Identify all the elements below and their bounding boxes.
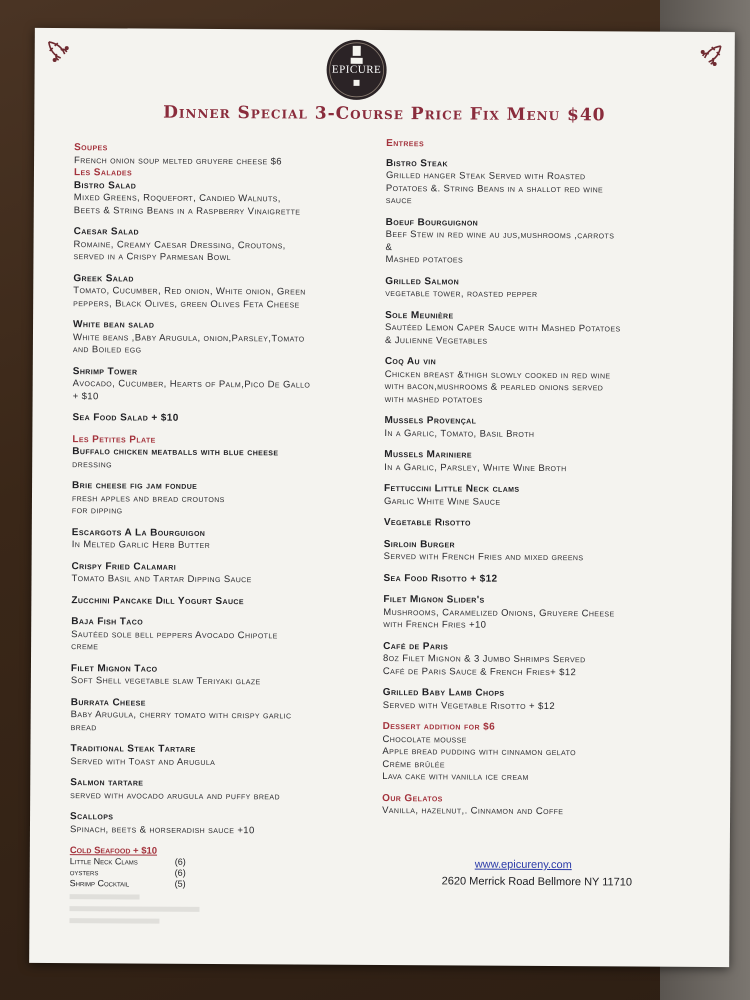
menu-item (383, 641, 703, 680)
menu-item (385, 217, 705, 269)
petites-list (70, 446, 372, 838)
menu-item (71, 697, 371, 736)
menu-item-name: Filet Mignon Taco (70, 662, 158, 675)
entrees-list (383, 158, 706, 714)
menu-item (70, 811, 370, 838)
menu-item-name: Sea Food Risotto + $12 (383, 572, 498, 585)
menu-item-desc: Garlic White Wine Sauce (383, 495, 501, 508)
cold-seafood-row (70, 878, 370, 891)
menu-item-desc: Beef Stew in red wine au jus,mushrooms ,carrots & Mashed potatoes (385, 229, 615, 266)
menu-item-desc: Soft Shell vegetable slaw Teriyaki glaze (70, 675, 261, 688)
section-title-petites: Les Petites Plate (72, 433, 156, 446)
menu-item-name: Sirloin Burger (383, 538, 456, 550)
menu-item-desc: fresh apples and bread croutons for dipping (71, 492, 225, 517)
menu-item (385, 310, 705, 349)
menu-item (70, 743, 370, 770)
menu-item-desc: Tomato, Cucumber, Red onion, White onion, Green peppers, Black Olives, green Olives Feta Cheese (73, 285, 306, 310)
menu-item (386, 158, 706, 210)
menu-item (71, 561, 371, 588)
menu-item-desc: Served with Vegetable Risotto + $12 (382, 699, 556, 712)
menu-item-name: Bistro Steak (386, 157, 448, 169)
section-title-cold-seafood: Cold Seafood + $10 (69, 845, 158, 857)
menu-item-desc: Sautéed Lemon Caper Sauce with Mashed Potatoes & Julienne Vegetables (384, 322, 621, 347)
menu-item (72, 527, 372, 554)
menu-item-desc: vegetable tower, roasted pepper (385, 288, 538, 300)
menu-item-name: Grilled Baby Lamb Chops (382, 687, 505, 699)
menu-item (383, 573, 703, 587)
menu-item (384, 483, 704, 510)
menu-item-name: Baja Fish Taco (71, 616, 144, 628)
salades-list (72, 180, 373, 427)
menu-item-name: Escargots A La Bourguigon (71, 526, 206, 539)
floral-corner-icon (689, 44, 723, 78)
section-title-salades: Les Salades (73, 167, 133, 179)
right-column (382, 138, 706, 819)
menu-item (385, 356, 705, 408)
menu-item-name: Filet Mignon Slider's (383, 594, 485, 606)
menu-item-desc: Avocado, Cucumber, Hearts of Palm,Pico De Gallo + $10 (72, 378, 311, 402)
menu-item-desc: Served with French Fries and mixed greens (383, 551, 584, 564)
menu-item-name: Café de Paris (383, 640, 449, 652)
menu-item-name: Zucchini Pancake Dill Yogurt Sauce (71, 594, 244, 607)
menu-item-desc: Grilled hanger Steak Served with Roasted Potatoes &. String Beans in a shallot red wine sauce (385, 170, 604, 207)
cold-seafood-name: Shrimp Cocktail (69, 878, 130, 889)
menu-item-desc: Mixed Greens, Roquefort, Candied Walnuts, Beets & String Beans in a Raspberry Vinaigrette (73, 192, 301, 217)
address: 2620 Merrick Road Bellmore NY 11710 (441, 875, 633, 889)
menu-item (73, 226, 373, 265)
section-title-entrees: Entrees (386, 138, 425, 150)
menu-item-name: White bean salad (73, 319, 155, 331)
page-title: Dinner Special 3-Course Price Fix Menu $40 (163, 102, 606, 126)
menu-item-name: Greek Salad (73, 272, 134, 284)
menu-item-desc: served with avocado arugula and puffy bread (70, 789, 280, 802)
menu-item-desc: 8oz Filet Mignon & 3 Jumbo Shrimps Served Café de Paris Sauce & French Fries+ $12 (382, 653, 586, 678)
menu-item-desc: Baby Arugula, cherry tomato with crispy garlic bread (70, 709, 292, 733)
menu-sheet (29, 28, 735, 967)
faded-background-text (69, 890, 219, 931)
menu-item-name: Bistro Salad (73, 179, 137, 191)
website-link[interactable]: www.epicureny.com (474, 858, 572, 872)
menu-item-name: Caesar Salad (73, 226, 140, 238)
menu-item-name: Mussels Mariniere (384, 449, 472, 461)
menu-item-name: Crispy Fried Calamari (71, 560, 177, 573)
dessert-list: Chocolate mousse Apple bread pudding with cinnamon gelato Crème brûlée Lava cake with vanilla ice cream (382, 733, 577, 783)
menu-item-desc: Tomato Basil and Tartar Dipping Sauce (71, 573, 252, 586)
menu-item (72, 412, 372, 426)
menu-item-name: Burrata Cheese (70, 696, 146, 709)
menu-item-desc: Mushrooms, Caramelized Onions, Gruyere Cheese with French Fries +10 (383, 606, 615, 631)
menu-item-desc: In Melted Garlic Herb Butter (71, 539, 211, 551)
menu-item (383, 594, 703, 633)
menu-item-name: Grilled Salmon (385, 275, 460, 287)
menu-item (72, 446, 372, 473)
menu-item-name: Boeuf Bourguignon (385, 216, 479, 229)
cold-seafood-section (70, 845, 370, 891)
menu-item-name: Traditional Steak Tartare (70, 743, 196, 755)
menu-item-name: Salmon tartare (70, 777, 144, 789)
cold-seafood-list (70, 856, 370, 891)
gelatos-list: Vanilla, hazelnut,. Cinnamon and Coffe (382, 805, 564, 818)
menu-item-name: Sea Food Salad + $10 (72, 412, 179, 424)
menu-item (384, 517, 704, 531)
menu-item (71, 616, 371, 655)
menu-item-name: Coq Au vin (384, 356, 437, 368)
menu-item-desc: In a Garlic, Tomato, Basil Broth (384, 427, 535, 440)
menu-item (384, 539, 704, 566)
menu-item-name: Fettuccini Little Neck clams (384, 483, 520, 495)
menu-item-desc: Served with Toast and Arugula (70, 755, 216, 768)
menu-item-desc: dressing (72, 458, 112, 470)
menu-item-desc: Romaine, Creamy Caesar Dressing, Croutons, served in a Crispy Parmesan Bowl (73, 238, 286, 264)
cold-seafood-qty: (5) (174, 878, 186, 889)
menu-item-name: Buffalo chicken meatballs with blue cheese (72, 446, 279, 459)
logo-wordmark: EPICURE (331, 63, 382, 76)
menu-item (383, 687, 703, 714)
menu-item-name: Sole Meunière (385, 309, 454, 321)
cold-seafood-name: oysters (69, 867, 99, 878)
soupes-desc: French onion soup melted gruyere cheese $6 (74, 154, 283, 167)
cold-seafood-name: Little Neck Clams (69, 856, 138, 867)
menu-item (73, 273, 373, 312)
menu-item (384, 415, 704, 442)
menu-item (70, 777, 370, 804)
cold-seafood-qty: (6) (174, 867, 186, 878)
menu-item-name: Shrimp Tower (72, 365, 138, 378)
section-title-gelatos: Our Gelatos (382, 792, 443, 804)
menu-item-desc: White beans ,Baby Arugula, onion,Parsley,Tomato and Boiled egg (72, 331, 305, 356)
menu-item-name: Scallops (70, 811, 114, 823)
menu-item (73, 366, 373, 405)
floral-corner-icon (47, 40, 81, 74)
menu-item-name: Vegetable Risotto (383, 517, 471, 529)
menu-item-desc: Sautéed sole bell peppers Avocado Chipotle creme (71, 628, 278, 653)
menu-item (74, 180, 374, 219)
section-title-dessert: Dessert addition for $6 (382, 721, 496, 733)
menu-item (73, 319, 373, 358)
menu-item (71, 595, 371, 609)
menu-item-desc: In a Garlic, Parsley, White Wine Broth (384, 461, 567, 474)
left-column (70, 142, 375, 891)
menu-item-name: Mussels Provençal (384, 415, 477, 427)
menu-item (72, 480, 372, 519)
menu-item-desc: Chicken breast &thigh slowly cooked in red wine with bacon,mushrooms & pearled onions served with mashed potatoes (384, 368, 611, 406)
menu-item (385, 276, 705, 303)
menu-item-desc: Spinach, beets & horseradish sauce +10 (69, 823, 255, 836)
section-title-soupes: Soupes (74, 142, 108, 154)
menu-item (384, 449, 704, 476)
menu-item-name: Brie cheese fig jam fondue (72, 480, 198, 492)
menu-item (71, 663, 371, 690)
cold-seafood-qty: (6) (174, 856, 186, 867)
